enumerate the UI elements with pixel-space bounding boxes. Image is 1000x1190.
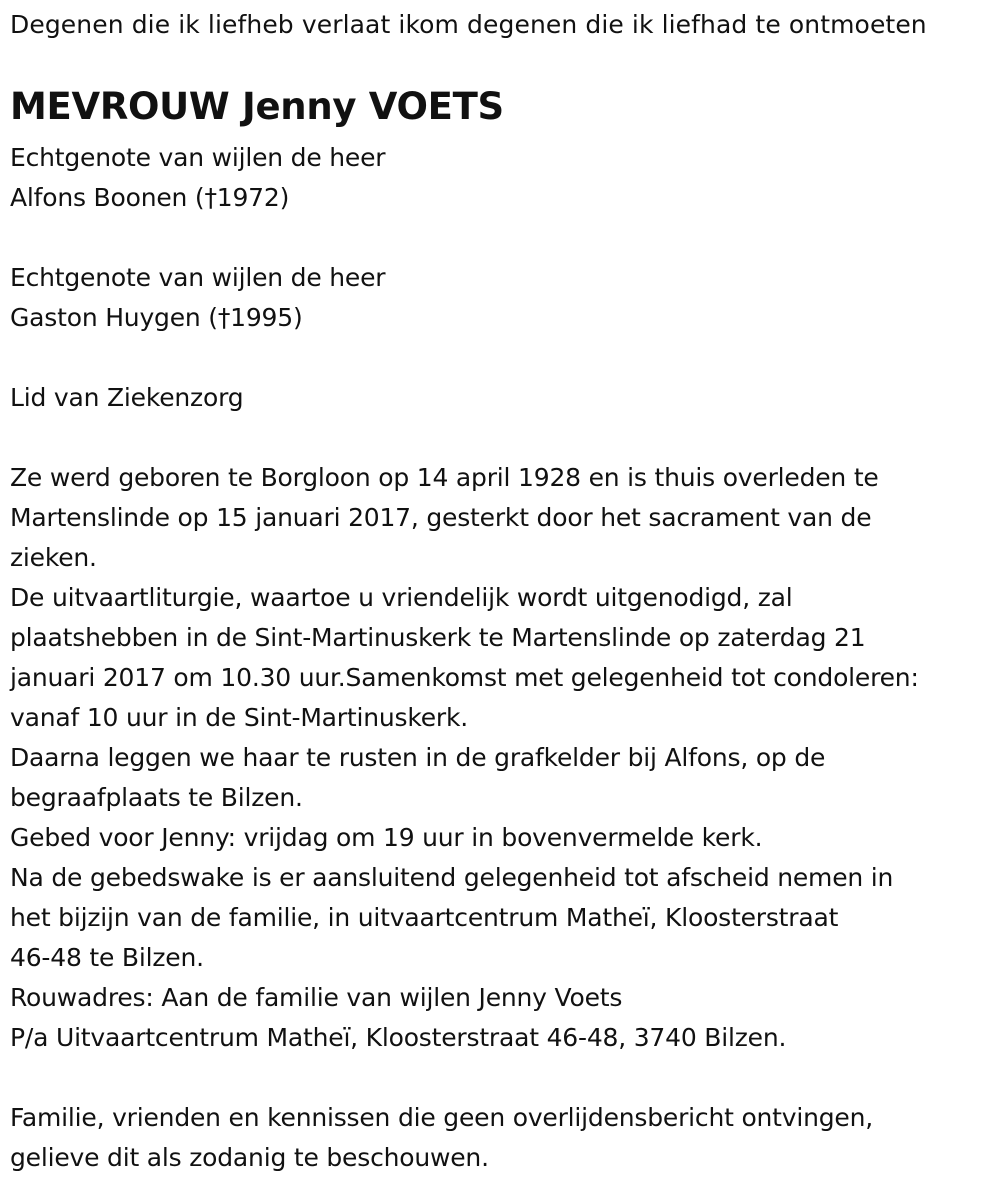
body-line: begraafplaats te Bilzen. xyxy=(10,783,303,812)
membership-line: Lid van Ziekenzorg xyxy=(10,383,244,412)
body-line: het bijzijn van de familie, in uitvaartcentrum Matheï, Kloosterstraat xyxy=(10,903,839,932)
spouse-1-name: Alfons Boonen (†1972) xyxy=(10,183,290,212)
body-line: Daarna leggen we haar te rusten in de grafkelder bij Alfons, op de xyxy=(10,743,826,772)
obituary-body xyxy=(10,458,995,1058)
body-line: Gebed voor Jenny: vrijdag om 19 uur in bovenvermelde kerk. xyxy=(10,823,763,852)
body-line: januari 2017 om 10.30 uur.Samenkomst met gelegenheid tot condoleren: xyxy=(10,663,919,692)
spouse-2-name: Gaston Huygen (†1995) xyxy=(10,303,303,332)
body-line: plaatshebben in de Sint-Martinuskerk te Martenslinde op zaterdag 21 xyxy=(10,623,866,652)
spouse-2-relation: Echtgenote van wijlen de heer xyxy=(10,263,386,292)
body-line: Ze werd geboren te Borgloon op 14 april 1928 en is thuis overleden te xyxy=(10,463,879,492)
spouse-block-1 xyxy=(10,138,995,218)
body-line: Na de gebedswake is er aansluitend gelegenheid tot afscheid nemen in xyxy=(10,863,894,892)
spouse-block-2 xyxy=(10,258,995,338)
body-line: P/a Uitvaartcentrum Matheï, Kloosterstraat 46-48, 3740 Bilzen. xyxy=(10,1023,787,1052)
closing-line: gelieve dit als zodanig te beschouwen. xyxy=(10,1143,489,1172)
body-line: 46-48 te Bilzen. xyxy=(10,943,204,972)
spacer xyxy=(10,1058,995,1098)
closing-paragraph xyxy=(10,1098,995,1178)
spacer xyxy=(10,338,995,378)
spouse-1-relation: Echtgenote van wijlen de heer xyxy=(10,143,386,172)
body-line: Rouwadres: Aan de familie van wijlen Jenny Voets xyxy=(10,983,623,1012)
spacer xyxy=(10,218,995,258)
obituary-document xyxy=(10,0,995,1178)
body-line: Martenslinde op 15 januari 2017, gesterkt door het sacrament van de xyxy=(10,503,872,532)
closing-line: Familie, vrienden en kennissen die geen overlijdensbericht ontvingen, xyxy=(10,1103,874,1132)
deceased-name: MEVROUW Jenny VOETS xyxy=(10,85,504,128)
motto-line: Degenen die ik liefheb verlaat ikom degenen die ik liefhad te ontmoeten xyxy=(10,10,927,39)
body-line: De uitvaartliturgie, waartoe u vriendelijk wordt uitgenodigd, zal xyxy=(10,583,793,612)
body-line: zieken. xyxy=(10,543,97,572)
body-line: vanaf 10 uur in de Sint-Martinuskerk. xyxy=(10,703,469,732)
spacer xyxy=(10,418,995,458)
